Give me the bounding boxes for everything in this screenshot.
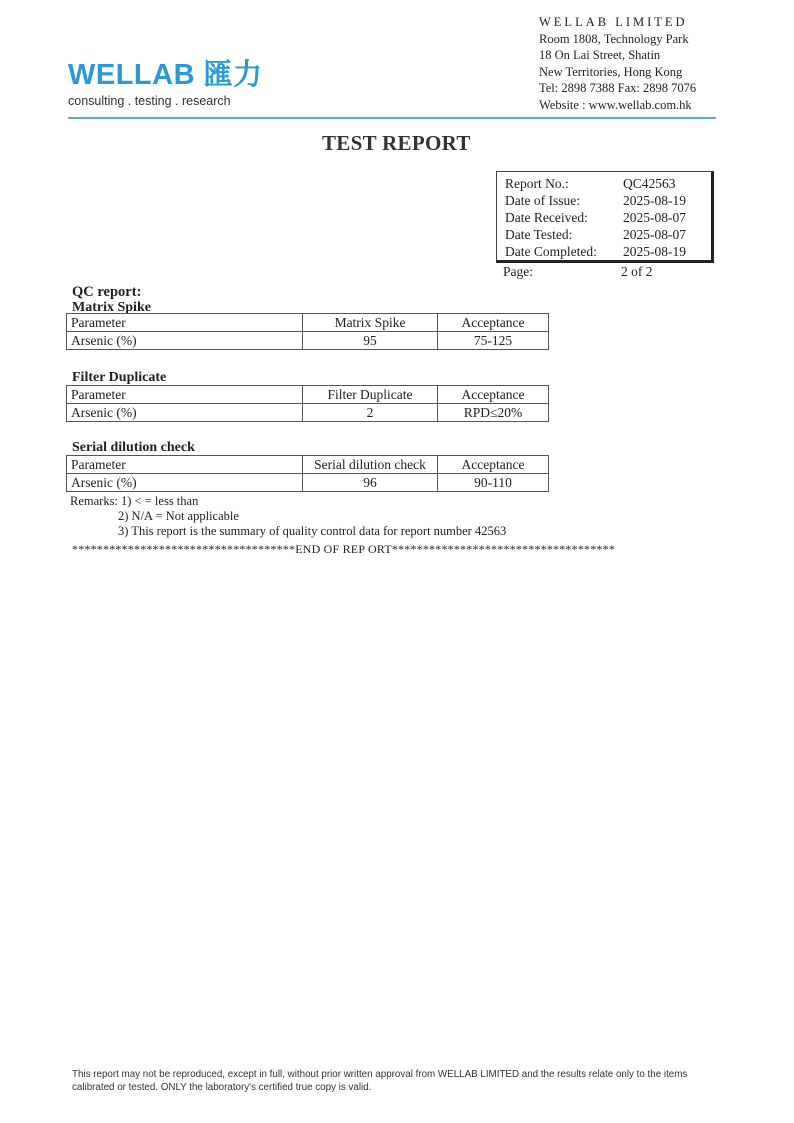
table-cell: 90-110	[438, 474, 549, 492]
header-divider	[68, 117, 716, 119]
table-cell: Arsenic (%)	[67, 332, 303, 350]
remarks-label: Remarks:	[70, 494, 118, 508]
report-info-value: 2025-08-19	[623, 193, 686, 208]
remark-line	[70, 494, 506, 509]
page-label: Page:	[503, 264, 533, 279]
table-cell: Arsenic (%)	[67, 404, 303, 422]
report-info-label: Date Completed:	[505, 244, 597, 259]
table-header-cell: Parameter	[67, 386, 303, 404]
table-header-cell: Parameter	[67, 314, 303, 332]
logo-chinese: 匯力	[203, 59, 263, 91]
table-row	[67, 332, 549, 350]
logo-tagline: consulting . testing . research	[68, 94, 231, 108]
remarks-block	[70, 494, 506, 539]
report-info-value: 2025-08-19	[623, 244, 686, 259]
table-header-cell: Acceptance	[438, 456, 549, 474]
report-info-label: Date Received:	[505, 210, 588, 225]
table-row	[67, 474, 549, 492]
serial-dilution-table	[66, 455, 549, 492]
logo-latin: WELLAB	[68, 59, 196, 91]
footer-disclaimer: This report may not be reproduced, except in full, without prior written approval from WELLAB LIMITED and the results relate only to the items calibrated or tested. ONLY the laboratory's certified true copy is valid.	[72, 1069, 688, 1093]
address-line: New Territories, Hong Kong	[539, 64, 683, 79]
qc-report-heading: QC report:	[72, 284, 142, 300]
table-header-cell: Parameter	[67, 456, 303, 474]
table-header-row	[67, 456, 549, 474]
matrix-spike-table	[66, 313, 549, 350]
page-title: TEST REPORT	[322, 131, 471, 155]
table-cell: 75-125	[438, 332, 549, 350]
company-address-block	[539, 14, 696, 113]
table-header-cell: Filter Duplicate	[303, 386, 438, 404]
page-value: 2 of 2	[621, 264, 653, 279]
report-info-label: Report No.:	[505, 176, 569, 191]
address-line: Room 1808, Technology Park	[539, 31, 689, 46]
page-number	[503, 264, 653, 280]
table-cell: 95	[303, 332, 438, 350]
filter-duplicate-table	[66, 385, 549, 422]
remark-item: 3) This report is the summary of quality control data for report number 42563	[118, 524, 507, 538]
table-header-row	[67, 314, 549, 332]
report-info-value: QC42563	[623, 176, 676, 191]
company-name: WELLAB LIMITED	[539, 15, 688, 29]
table-header-row	[67, 386, 549, 404]
report-info-value: 2025-08-07	[623, 210, 686, 225]
section-heading: Filter Duplicate	[72, 370, 167, 385]
report-info-value: 2025-08-07	[623, 227, 686, 242]
report-info-box	[496, 171, 714, 263]
table-header-cell: Acceptance	[438, 314, 549, 332]
address-line: Website : www.wellab.com.hk	[539, 97, 692, 112]
report-info-label: Date of Issue:	[505, 193, 580, 208]
table-header-cell: Serial dilution check	[303, 456, 438, 474]
table-cell: Arsenic (%)	[67, 474, 303, 492]
report-info-label: Date Tested:	[505, 227, 573, 242]
address-line: 18 On Lai Street, Shatin	[539, 48, 661, 62]
remark-item: 1) < = less than	[121, 494, 199, 508]
table-row	[67, 404, 549, 422]
table-header-cell: Matrix Spike	[303, 314, 438, 332]
table-cell: RPD≤20%	[438, 404, 549, 422]
logo-wordmark	[68, 60, 263, 90]
remark-item: 2) N/A = Not applicable	[118, 509, 239, 523]
table-cell: 96	[303, 474, 438, 492]
section-heading: Matrix Spike	[72, 300, 151, 315]
section-heading: Serial dilution check	[72, 440, 195, 455]
table-cell: 2	[303, 404, 438, 422]
company-logo	[68, 60, 263, 108]
end-of-report-line: ************************************END OF REP ORT************************************	[72, 542, 616, 556]
table-header-cell: Acceptance	[438, 386, 549, 404]
address-line: Tel: 2898 7388 Fax: 2898 7076	[539, 81, 697, 95]
